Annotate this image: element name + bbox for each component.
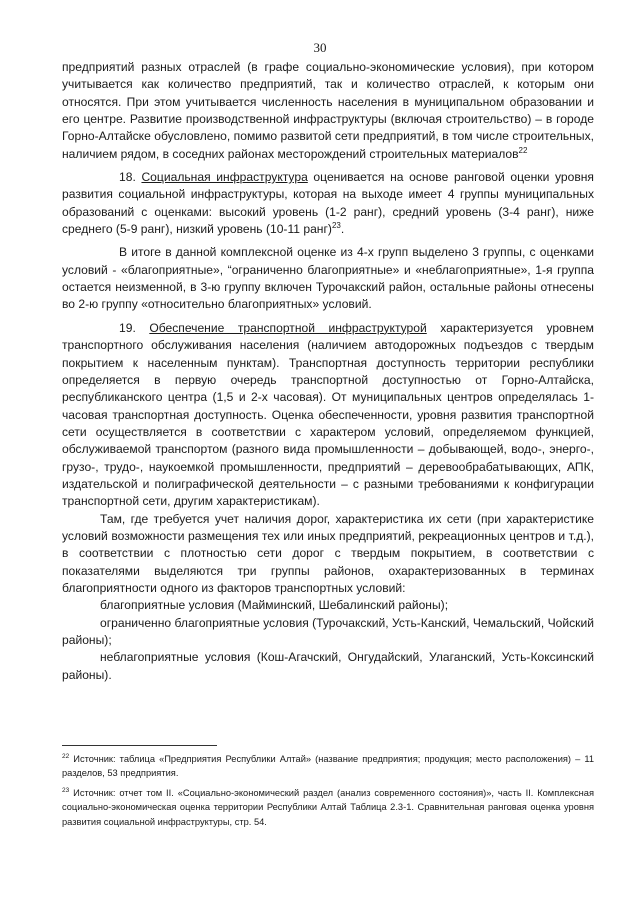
footnote-divider	[62, 745, 217, 746]
footnote-23	[62, 786, 594, 829]
footnote-ref-23[interactable]: 23	[331, 221, 341, 231]
list-item-unfavorable: неблагоприятные условия (Кош-Агачский, Онгудайский, Улаганский, Усть-Коксинский районы).	[62, 650, 594, 682]
list-item-limited: ограниченно благоприятные условия (Турочакский, Усть-Канский, Чемальский, Чойский районы);	[62, 615, 594, 647]
paragraph-1	[62, 59, 594, 163]
paragraph-summary: В итоге в данной комплексной оценке из 4-х групп выделено 3 группы, с оценками условий - «благоприятные», “ограниченно благоприятные» и «неблагоприятные», 1-я группа остается неизменной, в 3-ю группу включен Турочакский район, остальные районы отнесены во 2-ю группу «относительно благоприятных» условий.	[62, 245, 594, 312]
paragraph-19-number: 19.	[119, 320, 136, 335]
page-number: 30	[313, 40, 327, 55]
footnote-23-number: 23	[62, 786, 70, 794]
social-infrastructure-heading: Социальная инфраструктура	[141, 170, 308, 185]
footnote-22-text: Источник: таблица «Предприятия Республики Алтай» (название предприятия; продукция; место расположения) – 11 разделов, 53 предприятия.	[62, 754, 594, 779]
paragraph-1-text: предприятий разных отраслей (в графе социально-экономические условия), при котором учитывается как количество предприятий, так и количество отраслей, к которым они относятся. При этом учитывается численность населения в муниципальном образовании и его центре. Развитие производственной инфраструктуры (включая строительство) – в городе Горно-Алтайске обусловлено, помимо развитой сети предприятий, в том числе строительных, наличием рядом, в соседних районах месторождений строительных материалов	[62, 60, 594, 161]
list-item-favorable: благоприятные условия (Майминский, Шебалинский районы);	[100, 598, 449, 613]
paragraph-roads: Там, где требуется учет наличия дорог, характеристика их сети (при характеристике условий возможности размещения тех или иных предприятий, рекреационных центров и т.д.), в соответствии с плотностью сети дорог с твердым покрытием, в соответствии с показателями выделяются три группы районов, охарактеризованных в терминах благоприятности одного из факторов транспортных условий:	[62, 511, 594, 595]
document-body	[62, 59, 594, 684]
footnote-22-number: 22	[62, 752, 70, 760]
paragraph-18: 18. Социальная инфраструктура оценивается на основе ранговой оценки уровня развития социальной инфраструктуры, которая на выходе имеет 4 группы муниципальных образований с оценками: высокий уровень (1-2 ранг), средний уровень (3-4 ранг), ниже среднего (5-9 ранг), низкий уровень (10-11 ранг)$^{23}$.	[62, 170, 594, 237]
footnote-ref-22[interactable]: 22	[518, 145, 528, 155]
paragraph-18-text: оценивается на основе ранговой оценки уровня развития социальной инфраструктуры, которая на выходе имеет 4 группы муниципальных образований с оценками: высокий уровень (1-2 ранг), средний уровень (3-4 ранг), ниже среднего (5-9 ранг), низкий уровень (10-11 ранг)	[62, 170, 594, 237]
footnote-23-text: Источник: отчет том II. «Социально-экономический раздел (анализ современного состояния)», часть II. Комплексная социально-экономическая оценка территории Республики Алтай Таблица 2.3-1. Сравнительная ранговая оценка уровня развития социальной инфраструктуры, стр. 54.	[62, 787, 594, 827]
footnotes	[62, 752, 594, 834]
paragraph-19	[62, 320, 594, 511]
paragraph-19-text: характеризуется уровнем транспортного обслуживания населения (наличием автодорожных подъездов с твердым покрытием к населенным пунктам). Транспортная доступность территории республики определяется в первую очередь транспортной доступностью от Горно-Алтайска, республиканского центра (1,5 и 2-х часовая). От муниципальных центров определялась 1-часовая транспортная доступность. Оценка обеспеченности, уровня развития транспортной сети осуществляется в соответствии с характером условий, определяемом функцией, обслуживаемой транспортом (разного вида промышленности – добывающей, водо-, энерго-, грузо-, трудо-, наукоемкой промышленности, предприятий – деревообрабатывающих, АПК, издательской и полиграфической деятельности – с разными требованиями к конфигурации транспортной сети, другим характеристикам).	[62, 320, 594, 509]
footnote-22	[62, 752, 594, 781]
transport-infrastructure-heading: Обеспечение транспортной инфраструктурой	[149, 320, 427, 335]
paragraph-18-number: 18.	[119, 170, 136, 185]
